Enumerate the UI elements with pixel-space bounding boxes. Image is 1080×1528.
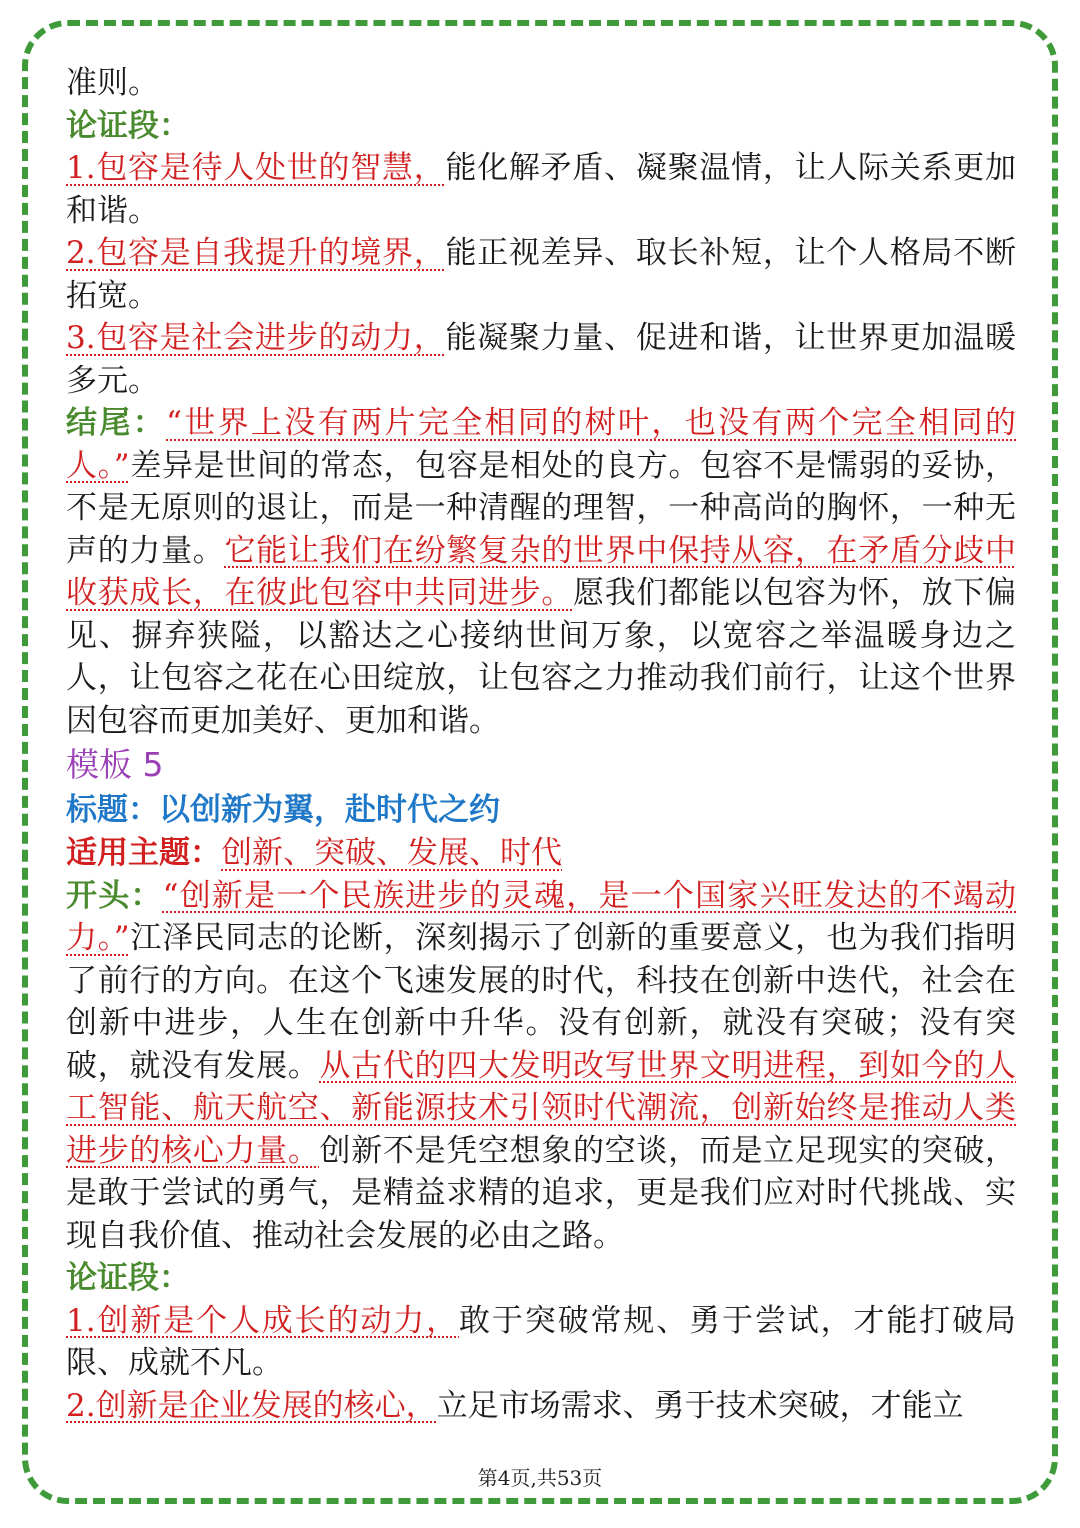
template-heading: 模板 5 (66, 745, 164, 784)
argument-point-1 (66, 147, 1016, 232)
opening-highlight: 从古代的四大发明改写世界文明进程，到如今的人工智能、航天航空、新能源技术引领时代潮流，创新始终是推动人类进步的核心力量。 (66, 1047, 1017, 1169)
opening-paragraph (66, 875, 1016, 1258)
ending-text-2: 愿我们都能以包容为怀，放下偏见、摒弃狭隘，以豁达之心接纳世间万象，以宽容之举温暖身边之人，让包容之花在心田绽放，让包容之力推动我们前行，让这个世界因包容而更加美好、更加和谐。 (66, 575, 1017, 739)
ending-text-1: 差异是世间的常态，包容是相处的良方。包容不是懦弱的妥协，不是无原则的退让，而是一种清醒的理智，一种高尚的胸怀，一种无声的力量。 (66, 447, 1017, 569)
opening-label: 开头： (66, 877, 163, 914)
point-1-claim: 1.包容是待人处世的智慧， (66, 150, 446, 186)
opening-text-2: 创新不是凭空想象的空谈，而是立足现实的突破，是敢于尝试的勇气，是精益求精的追求，更是我们应对时代挑战、实现自我价值、推动社会发展的必由之路。 (66, 1132, 1017, 1254)
template-title: 标题：以创新为翼，赴时代之约 (66, 792, 500, 828)
template-point-1 (66, 1300, 1016, 1385)
argument-point-2 (66, 232, 1016, 317)
point-1-text: 能化解矛盾、凝聚温情，让人际关系更加和谐。 (66, 150, 1017, 229)
template-point-1-claim: 1.创新是个人成长的动力， (66, 1302, 460, 1339)
paragraph-tail: 准则。 (66, 65, 159, 101)
argument-label: 论证段： (66, 107, 190, 144)
template-point-1-text: 敢于突破常规、勇于尝试，才能打破局限、成就不凡。 (66, 1302, 1017, 1381)
page-content (66, 62, 1016, 1427)
ending-label: 结尾： (66, 405, 167, 441)
theme-line (66, 832, 1016, 875)
template-point-2-claim: 2.创新是企业发展的核心， (66, 1387, 437, 1424)
point-3-claim: 3.包容是社会进步的动力， (66, 320, 446, 356)
point-2-claim: 2.包容是自我提升的境界， (66, 235, 446, 271)
ending-quote: “世界上没有两片完全相同的树叶，也没有两个完全相同的人。” (66, 405, 1016, 484)
theme-text: 创新、突破、发展、时代 (221, 835, 562, 871)
template-argument-label: 论证段： (66, 1260, 190, 1296)
template-point-2 (66, 1385, 1016, 1428)
argument-point-3 (66, 317, 1016, 402)
point-3-text: 能凝聚力量、促进和谐，让世界更加温暖多元。 (66, 320, 1017, 399)
opening-text-1: 江泽民同志的论断，深刻揭示了创新的重要意义，也为我们指明了前行的方向。在这个飞速发展的时代，科技在创新中迭代，社会在创新中进步，人生在创新中升华。没有创新，就没有突破；没有突破，就没有发展。 (66, 920, 1017, 1084)
ending-highlight: 它能让我们在纷繁复杂的世界中保持从容，在矛盾分歧中收获成长，在彼此包容中共同进步。 (66, 532, 1017, 611)
page-number: 第4页,共53页 (477, 1466, 603, 1490)
theme-label: 适用主题： (66, 835, 221, 871)
ending-paragraph (66, 402, 1016, 742)
template-point-2-text: 立足市场需求、勇于技术突破，才能立 (436, 1387, 964, 1424)
opening-quote: “创新是一个民族进步的灵魂，是一个国家兴旺发达的不竭动力。” (66, 877, 1016, 956)
point-2-text: 能正视差异、取长补短，让个人格局不断拓宽。 (66, 235, 1017, 314)
